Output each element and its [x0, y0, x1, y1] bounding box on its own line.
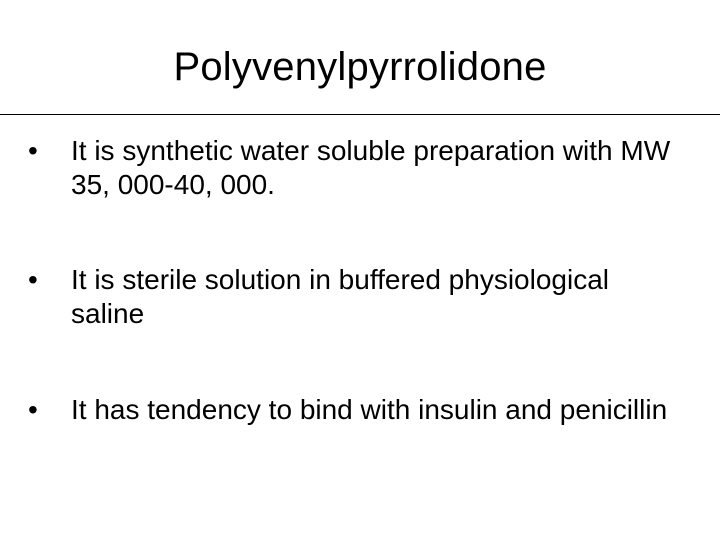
bullet-text: It is sterile solution in buffered physiological saline	[71, 264, 610, 329]
bullet-marker: •	[28, 394, 38, 425]
title-divider	[0, 114, 720, 115]
bullet-text: It has tendency to bind with insulin and penicillin	[71, 394, 668, 425]
bullet-text: It is synthetic water soluble preparation with MW 35, 000-40, 000.	[71, 135, 671, 200]
slide-title: Polyvenylpyrrolidone	[173, 45, 547, 89]
bullet-marker: •	[28, 135, 38, 166]
bullet-marker: •	[28, 264, 38, 295]
